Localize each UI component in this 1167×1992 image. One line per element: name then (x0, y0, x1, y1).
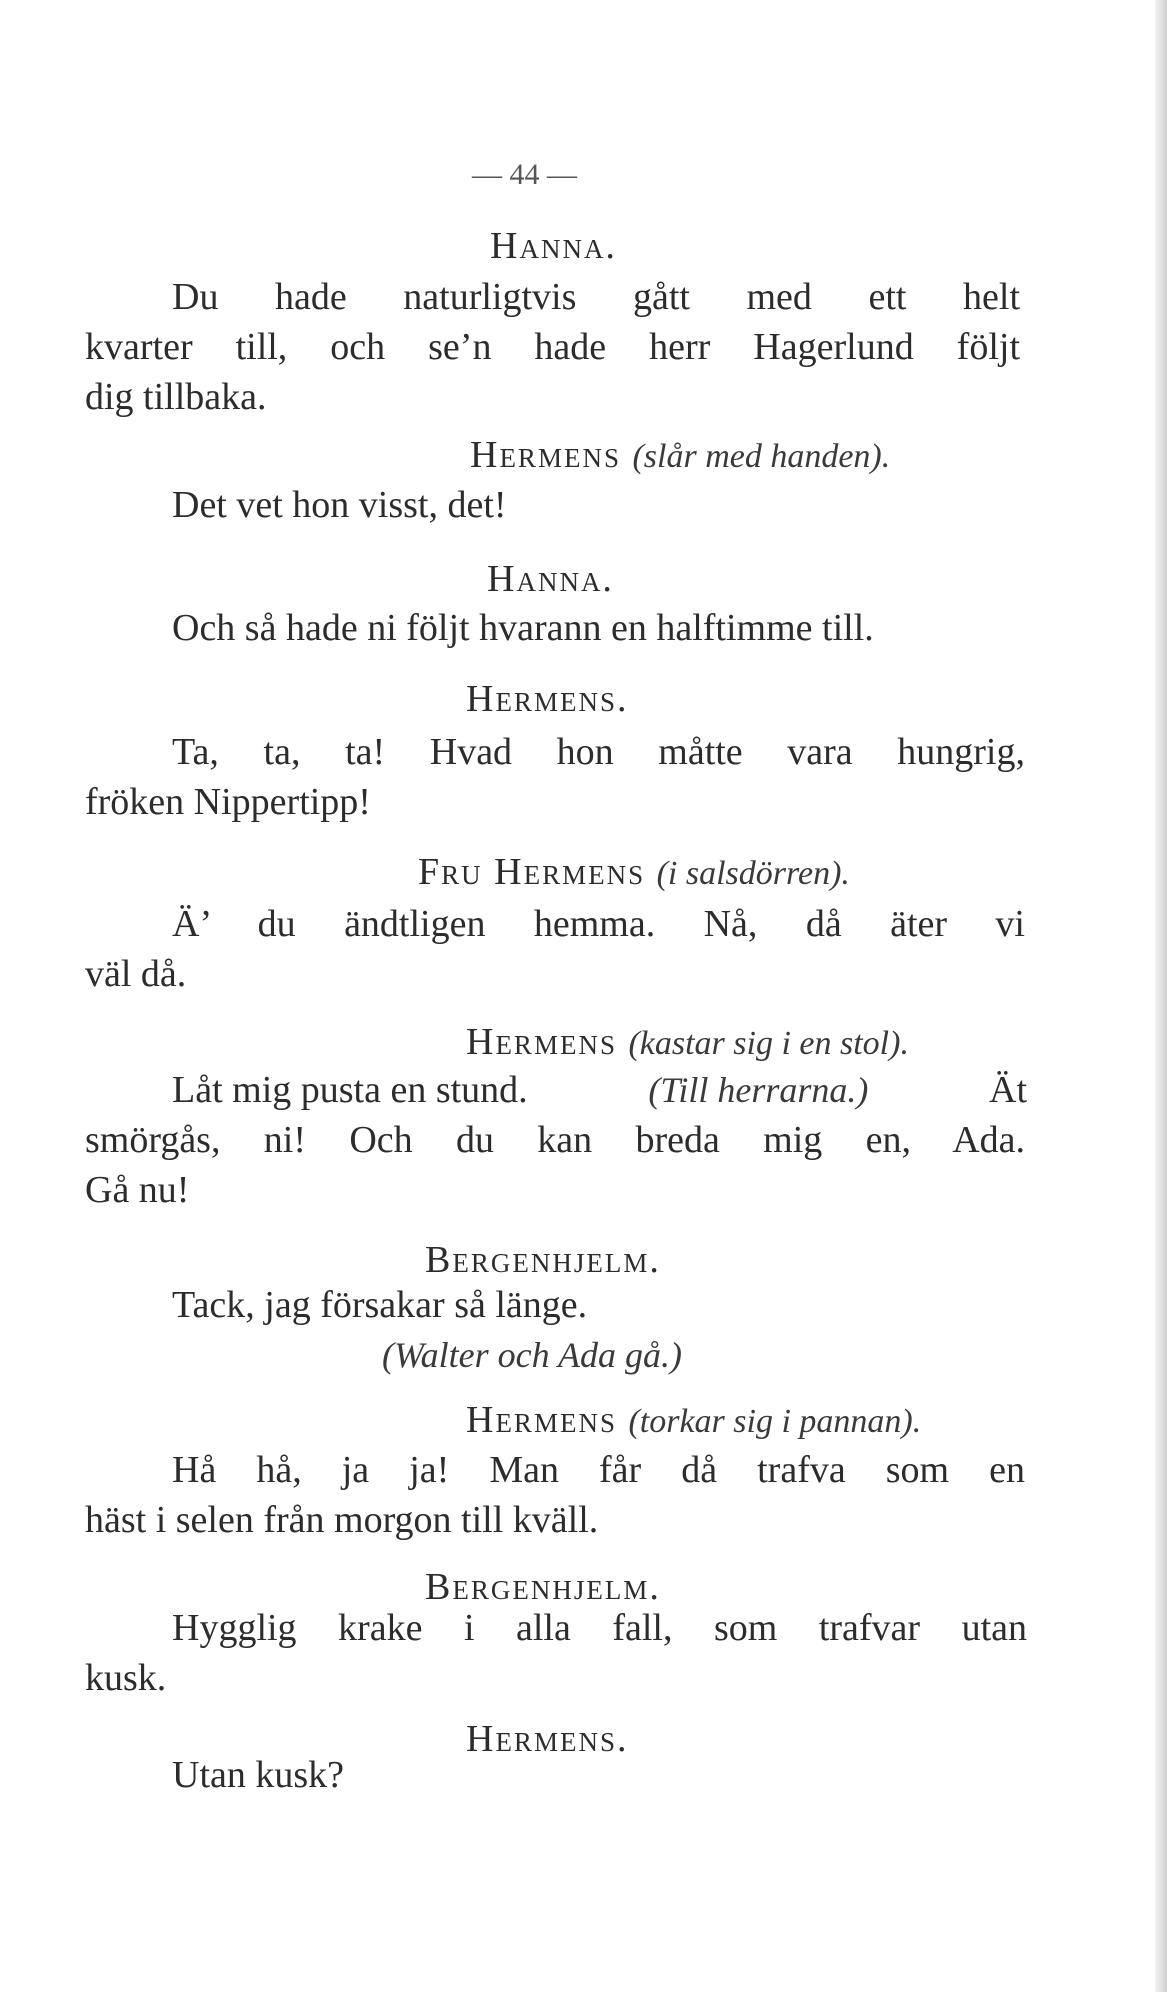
dialogue-line: Ta, ta, ta! Hvad hon måtte vara hungrig, (172, 731, 1025, 773)
stage-direction: (i salsdörren). (656, 855, 850, 892)
dialogue-line: Hygglig krake i alla fall, som trafvar utan (172, 1607, 1027, 1649)
stage-direction: (Walter och Ada gå.) (382, 1335, 682, 1375)
dialogue-text: Låt mig pusta en stund. (172, 1069, 528, 1111)
stage-direction: (kastar sig i en stol). (628, 1025, 909, 1062)
speaker-line (470, 433, 890, 479)
dialogue-line: Ä’ du ändtligen hemma. Nå, då äter vi (172, 903, 1025, 945)
stage-direction: (slår med handen). (632, 438, 891, 475)
dialogue-line: Utan kusk? (172, 1754, 345, 1796)
speaker-name: Hermens. (466, 1718, 629, 1760)
dialogue-line: häst i selen från morgon till kväll. (85, 1499, 599, 1541)
dialogue-line: fröken Nippertipp! (85, 781, 371, 823)
dialogue-line: dig tillbaka. (85, 376, 267, 418)
speaker-line (418, 850, 850, 896)
dialogue-line: Du hade naturligtvis gått med ett helt (172, 276, 1020, 318)
speaker-name: Hermens (470, 434, 621, 476)
dialogue-line: kusk. (85, 1657, 167, 1699)
dialogue-line: Och så hade ni följt hvarann en halftimme till. (172, 607, 874, 649)
dialogue-line: Tack, jag försakar så länge. (172, 1284, 588, 1326)
dialogue-line: kvarter till, och se’n hade herr Hagerlund följt (85, 326, 1020, 368)
dialogue-line: smörgås, ni! Och du kan breda mig en, Ada. (85, 1119, 1025, 1161)
dialogue-line: Hå hå, ja ja! Man får då trafva som en (172, 1449, 1025, 1491)
dialogue-line: Gå nu! (85, 1169, 190, 1211)
speaker-name: Hermens. (466, 678, 629, 720)
stage-direction: (torkar sig i pannan). (628, 1403, 922, 1440)
speaker-name: Hanna. (487, 558, 614, 600)
speaker-name: Bergenhjelm. (425, 1566, 661, 1608)
speaker-name: Hermens (466, 1021, 617, 1063)
page-number: — 44 — (472, 158, 577, 191)
stage-direction: (Till herrarna.) (648, 1070, 869, 1110)
dialogue-line (172, 1068, 1027, 1112)
dialogue-text: Ät (989, 1069, 1027, 1111)
dialogue-line: Det vet hon visst, det! (172, 484, 507, 526)
page-edge (1155, 0, 1167, 1992)
speaker-line (466, 1398, 921, 1444)
speaker-name: Bergenhjelm. (425, 1239, 661, 1281)
speaker-name: Fru Hermens (418, 851, 646, 893)
speaker-line (466, 1020, 909, 1066)
speaker-name: Hermens (466, 1399, 617, 1441)
dialogue-line: väl då. (85, 953, 187, 995)
speaker-name: Hanna. (490, 225, 617, 267)
